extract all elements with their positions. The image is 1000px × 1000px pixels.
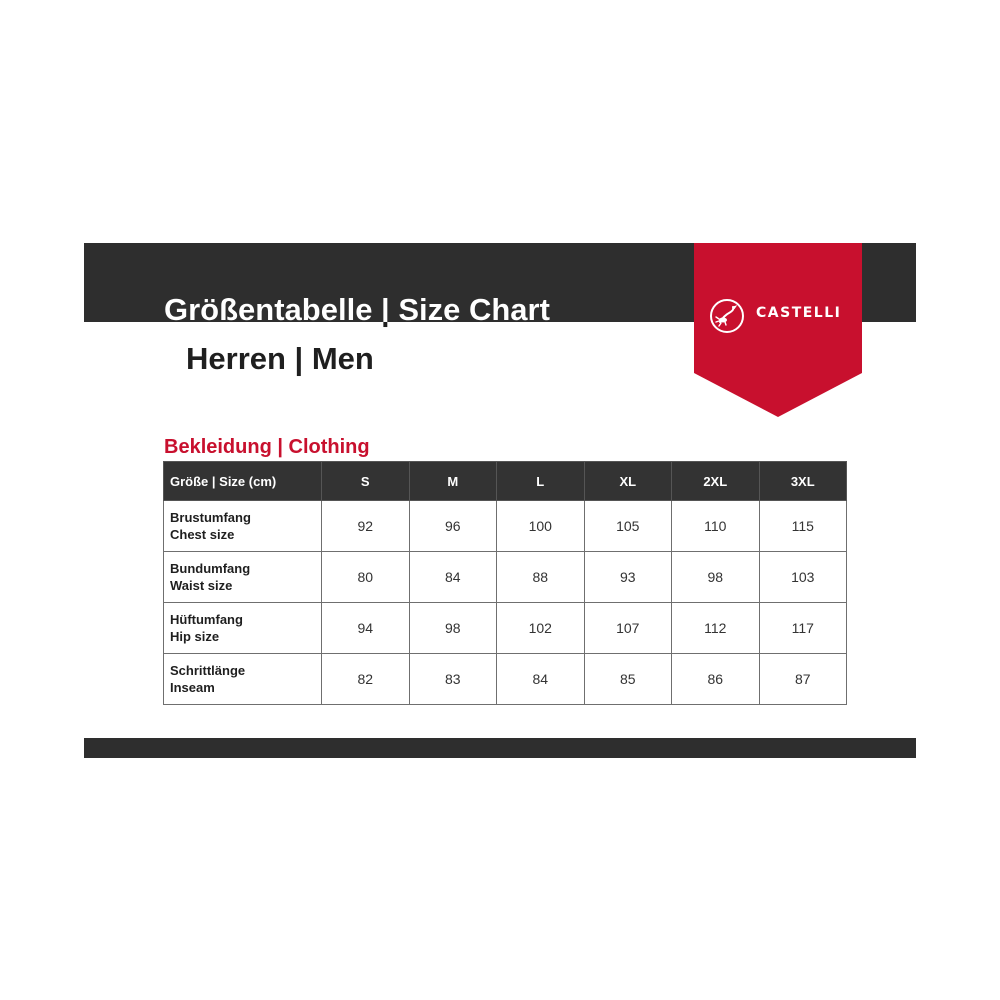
row-label-hip — [164, 603, 322, 654]
row-label-en: Inseam — [170, 680, 215, 695]
row-label-de: Hüftumfang — [170, 612, 243, 627]
row-label-de: Brustumfang — [170, 510, 251, 525]
table-cell: 93 — [584, 552, 672, 603]
table-cell: 100 — [497, 501, 585, 552]
table-cell: 86 — [672, 654, 760, 705]
row-label-inseam — [164, 654, 322, 705]
row-label-chest — [164, 501, 322, 552]
row-label-en: Hip size — [170, 629, 220, 644]
table-cell: 82 — [322, 654, 410, 705]
table-cell: 88 — [497, 552, 585, 603]
table-cell: 102 — [497, 603, 585, 654]
size-table — [163, 461, 847, 705]
table-cell: 115 — [759, 501, 847, 552]
size-header-s: S — [322, 462, 410, 501]
table-row — [164, 603, 847, 654]
table-cell: 96 — [409, 501, 497, 552]
row-label-en: Chest size — [170, 527, 235, 542]
table-cell: 80 — [322, 552, 410, 603]
table-cell: 87 — [759, 654, 847, 705]
table-cell: 98 — [672, 552, 760, 603]
row-label-en: Waist size — [170, 578, 233, 593]
table-cell: 83 — [409, 654, 497, 705]
chart-subtitle: Herren | Men — [186, 341, 374, 376]
size-header-xl: XL — [584, 462, 672, 501]
table-row — [164, 501, 847, 552]
table-cell: 92 — [322, 501, 410, 552]
row-label-de: Bundumfang — [170, 561, 251, 576]
row-label-waist — [164, 552, 322, 603]
table-cell: 117 — [759, 603, 847, 654]
table-cell: 107 — [584, 603, 672, 654]
scorpion-icon — [709, 298, 745, 339]
table-cell: 98 — [409, 603, 497, 654]
size-header-l: L — [497, 462, 585, 501]
table-row — [164, 552, 847, 603]
table-row — [164, 654, 847, 705]
brand-banner — [694, 243, 862, 417]
table-cell: 84 — [409, 552, 497, 603]
size-header-2xl: 2XL — [672, 462, 760, 501]
size-header-m: M — [409, 462, 497, 501]
row-label-de: Schrittlänge — [170, 663, 246, 678]
table-cell: 84 — [497, 654, 585, 705]
table-cell: 110 — [672, 501, 760, 552]
brand-wordmark: CASTELLI — [756, 305, 842, 321]
table-cell: 85 — [584, 654, 672, 705]
table-cell: 94 — [322, 603, 410, 654]
size-header-3xl: 3XL — [759, 462, 847, 501]
table-cell: 103 — [759, 552, 847, 603]
table-cell: 105 — [584, 501, 672, 552]
table-header-label: Größe | Size (cm) — [164, 462, 322, 501]
bottom-dark-band — [84, 738, 916, 758]
section-heading: Bekleidung | Clothing — [164, 436, 370, 458]
table-header-row — [164, 462, 847, 501]
table-cell: 112 — [672, 603, 760, 654]
chart-title: Größentabelle | Size Chart — [164, 290, 550, 330]
